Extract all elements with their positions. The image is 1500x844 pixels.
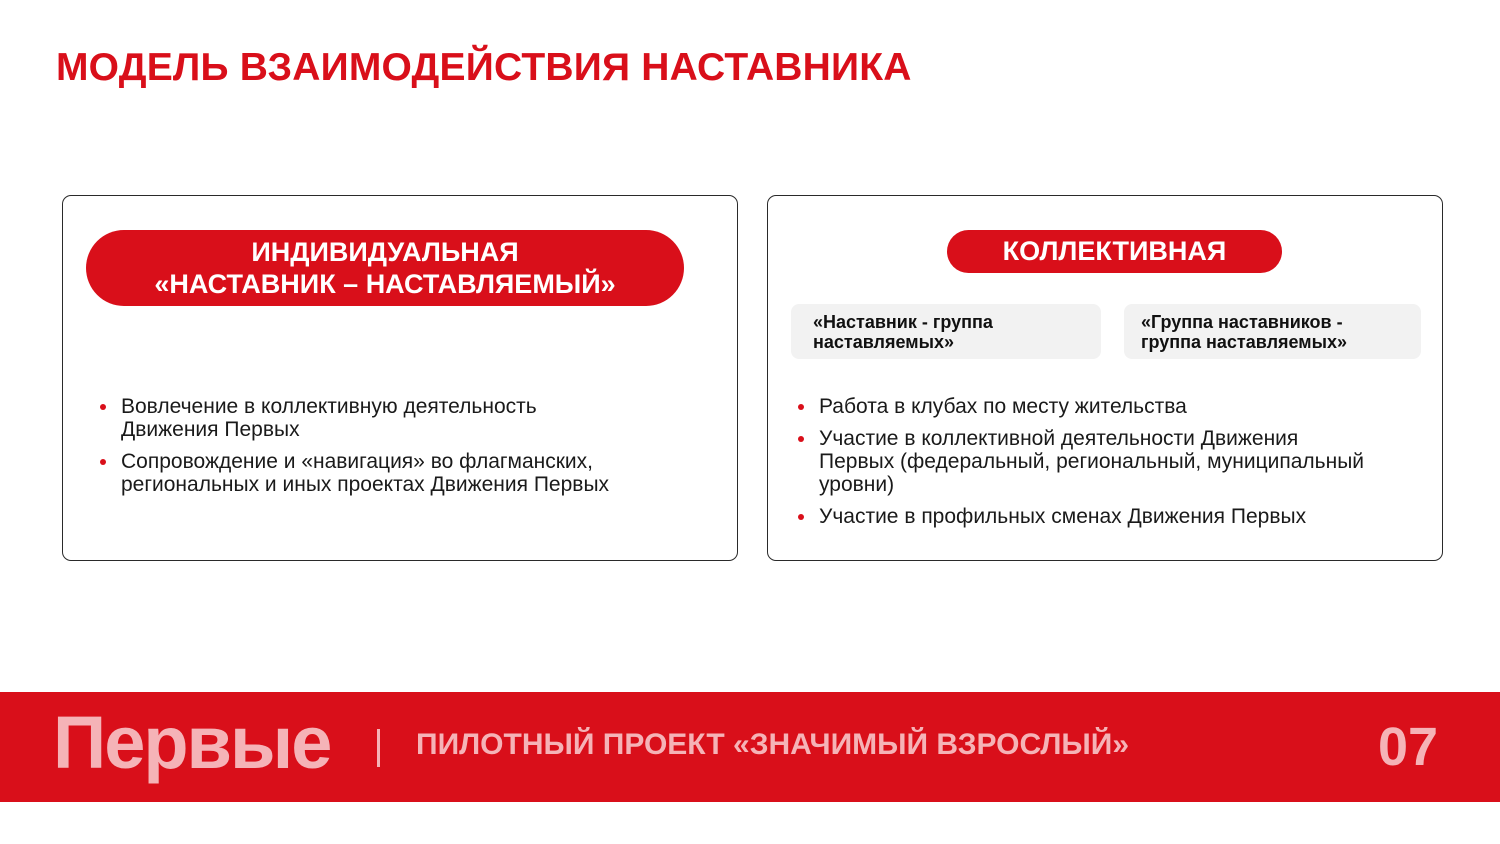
brand-logo: Первые [53,701,331,784]
collective-heading: КОЛЛЕКТИВНАЯ [1002,236,1227,266]
bullet-text-line: Участие в профильных сменах Движения Первых [819,505,1307,528]
bullet-dot-icon [100,404,106,410]
bullet-text-line: Первых (федеральный, региональный, муниципальный [819,450,1365,473]
sub-form-line: «Наставник - группа [813,312,993,332]
list-item [97,450,717,496]
bullet-text-line: Движения Первых [121,418,300,441]
bullet-text-line: Сопровождение и «навигация» во флагманских, [121,450,593,473]
bullet-text-line: Работа в клубах по месту жительства [819,395,1187,418]
page-number: 07 [1378,717,1439,777]
project-name: ПИЛОТНЫЙ ПРОЕКТ «ЗНАЧИМЫЙ ВЗРОСЛЫЙ» [416,728,1130,761]
list-item [795,427,1435,496]
bullet-dot-icon [798,436,804,442]
sub-form-mentor-group [791,304,1101,359]
page-title: МОДЕЛЬ ВЗАИМОДЕЙСТВИЯ НАСТАВНИКА [56,46,912,89]
footer-band [0,692,1500,802]
collective-heading-pill [947,230,1282,273]
individual-bullet-list [97,395,717,505]
bullet-text-line: уровни) [819,473,895,496]
individual-heading-pill [86,230,684,306]
collective-model-card [767,195,1443,561]
bullet-text-line: Участие в коллективной деятельности Движения [819,427,1299,450]
individual-heading-line2: «НАСТАВНИК – НАСТАВЛЯЕМЫЙ» [154,269,616,299]
list-item [795,395,1435,418]
bullet-text-line: региональных и иных проектах Движения Первых [121,473,610,496]
individual-heading-line1: ИНДИВИДУАЛЬНАЯ [251,237,519,267]
sub-form-line: группа наставляемых» [1141,332,1347,352]
sub-form-line: наставляемых» [813,332,954,352]
bullet-dot-icon [798,514,804,520]
bullet-dot-icon [100,459,106,465]
collective-bullet-list [795,395,1435,537]
list-item [97,395,717,441]
sub-form-line: «Группа наставников - [1141,312,1343,332]
individual-model-card [62,195,738,561]
bullet-dot-icon [798,404,804,410]
footer-divider [377,729,380,767]
bullet-text-line: Вовлечение в коллективную деятельность [121,395,537,418]
list-item [795,505,1435,528]
sub-form-mentors-group [1124,304,1421,359]
